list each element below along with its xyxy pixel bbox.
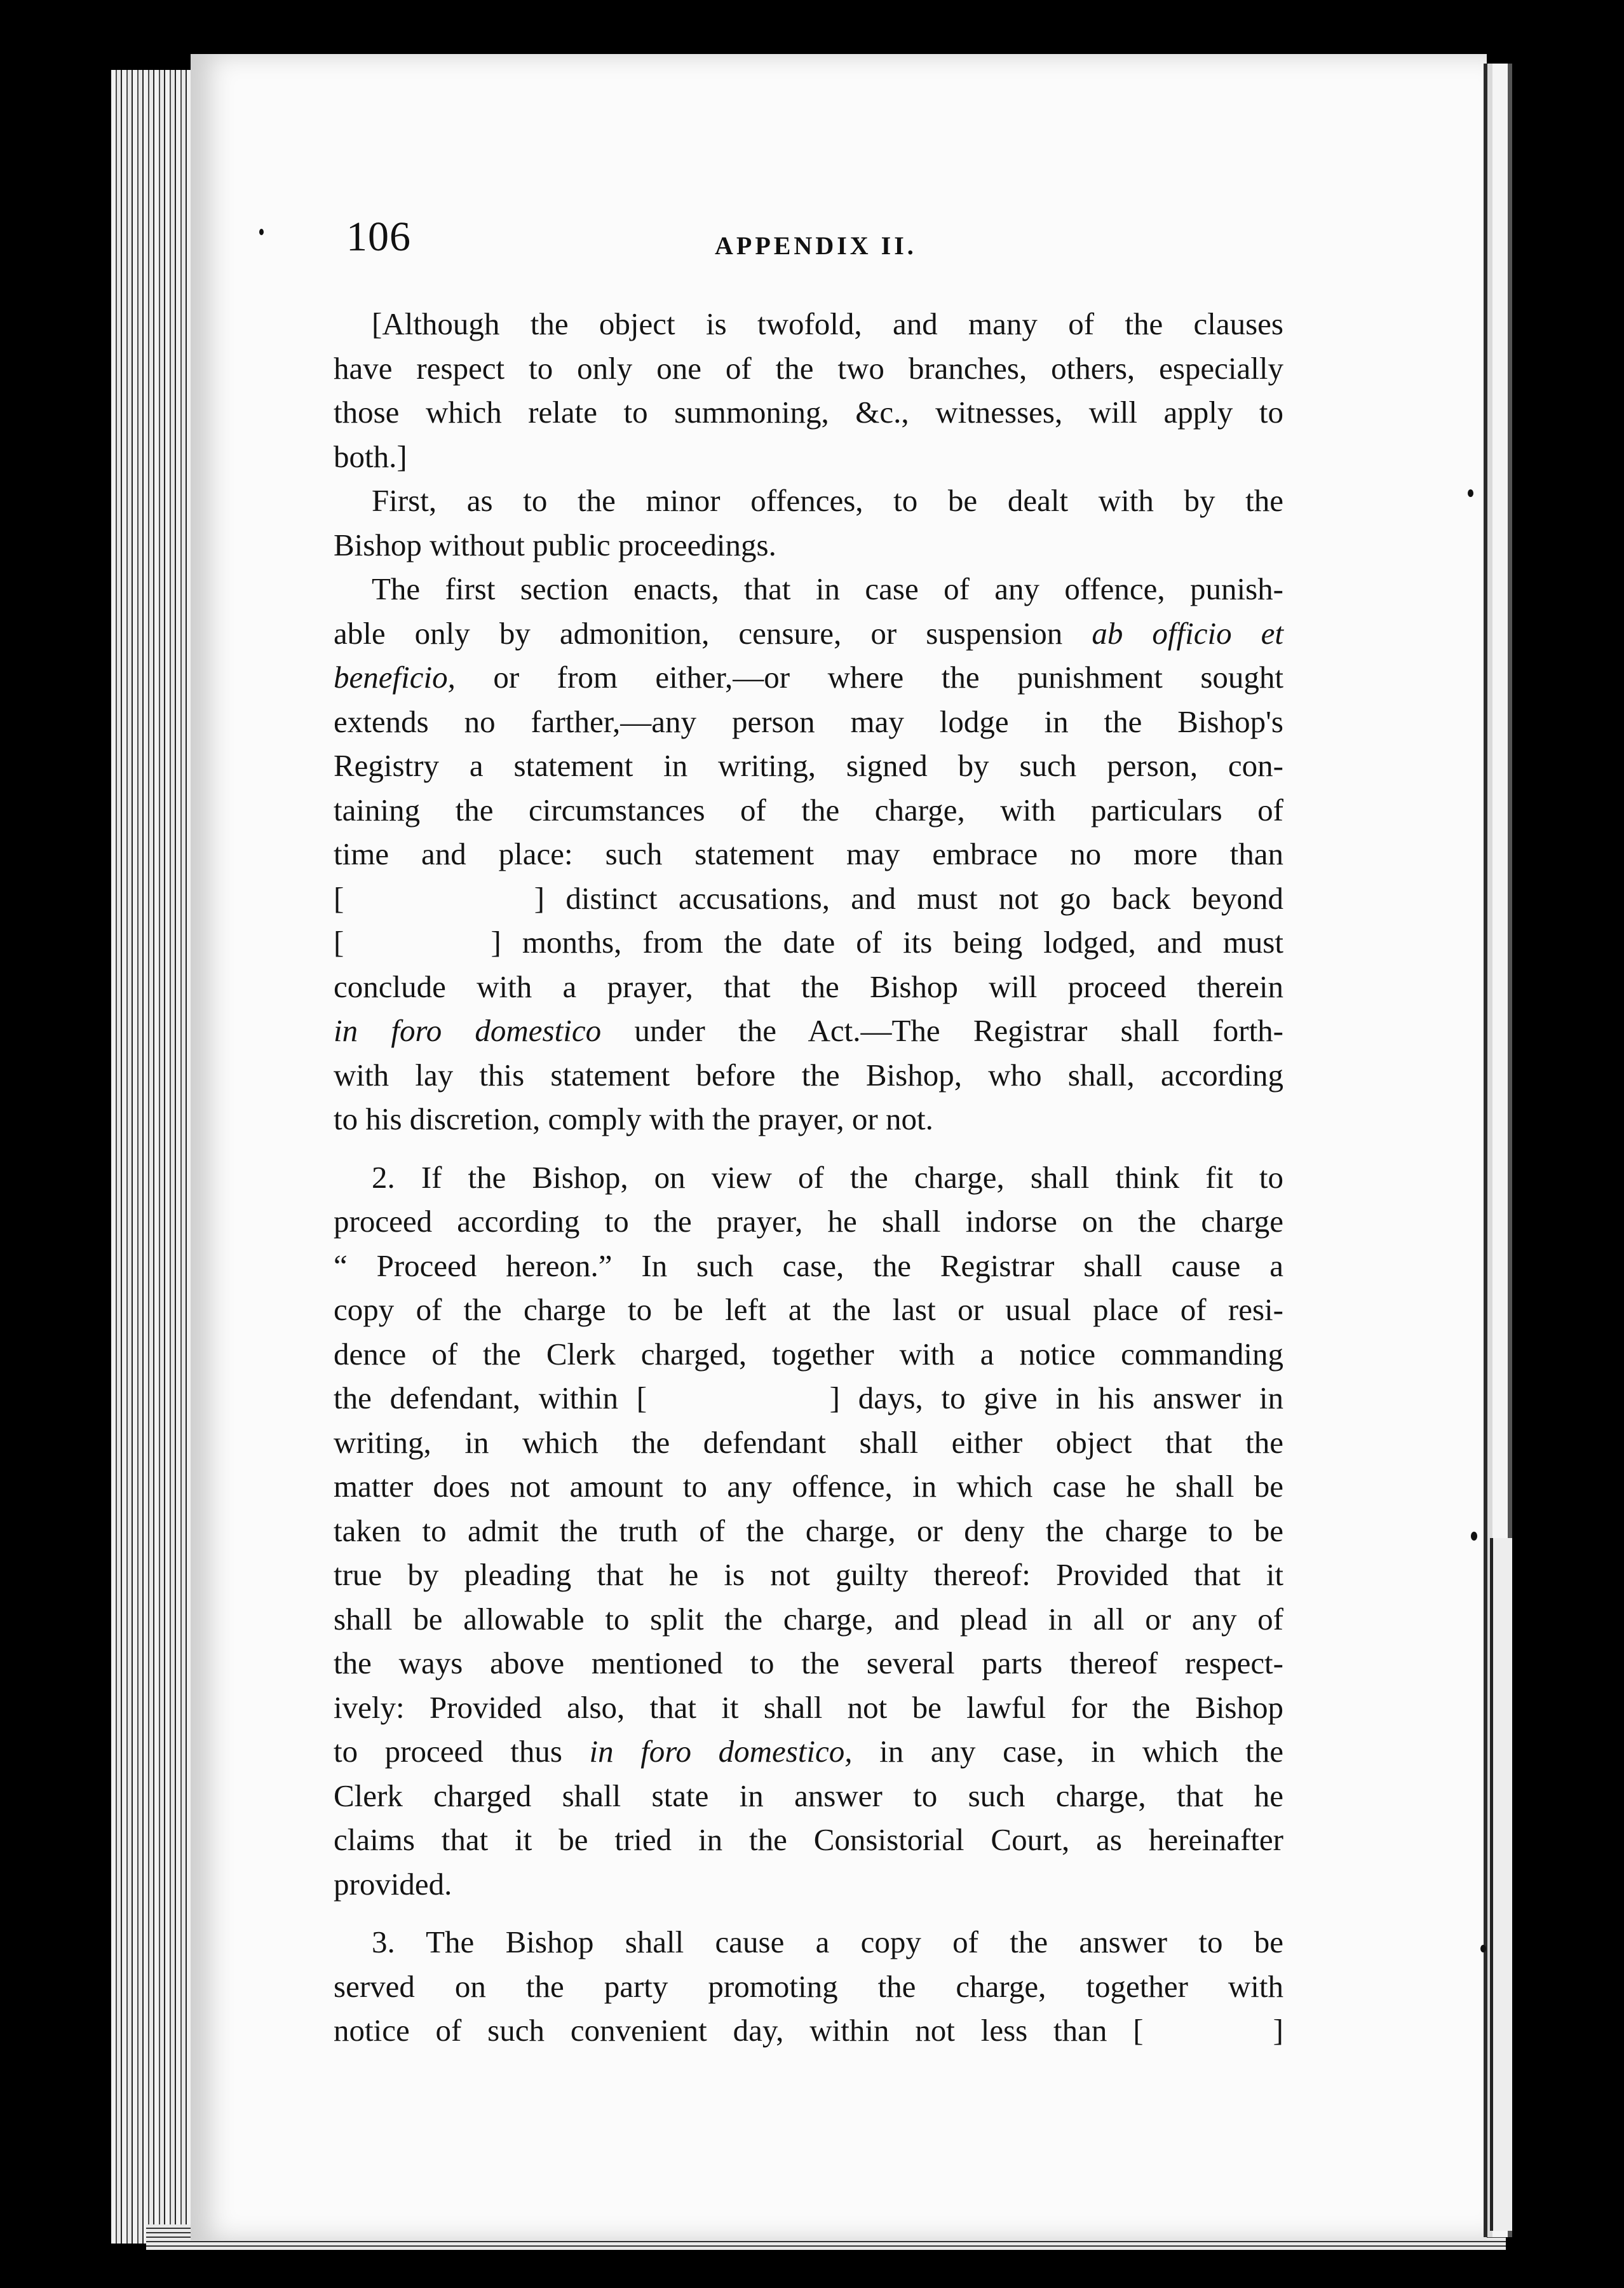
text-line: The first section enacts, that in case of any offence, punish- (372, 571, 1283, 606)
paragraph-gap (334, 1906, 1283, 1920)
text-line: [ ] distinct accusations, and must not go back beyond (334, 880, 1283, 916)
text-line (334, 611, 1283, 656)
text-line: served on the party promoting the charge, together with (334, 1968, 1283, 2004)
text-span: in any case, in which the (879, 1734, 1284, 1769)
page-stack-left (111, 70, 197, 2244)
text-line: time and place: such statement may embrace no more than (334, 836, 1283, 871)
text-line: notice of such convenient day, within not less than [ ] (334, 2013, 1283, 2048)
scan-speck (1480, 1945, 1486, 1952)
italic-phrase: ab officio et (1092, 615, 1283, 651)
text-line: Bishop without public proceedings. (334, 527, 776, 562)
paragraph (334, 302, 1283, 479)
text-line: with lay this statement before the Bishop, who shall, according (334, 1057, 1283, 1093)
text-line: those which relate to summoning, &c., witnesses, will apply to (334, 395, 1283, 430)
paragraph (334, 479, 1283, 567)
text-line (334, 1729, 1283, 1774)
text-line: the ways above mentioned to the several parts thereof respect- (334, 1645, 1283, 1680)
text-line: Clerk charged shall state in answer to such charge, that he (334, 1778, 1283, 1813)
body-text (334, 302, 1283, 2053)
paragraph (334, 567, 1283, 1141)
text-line: true by pleading that he is not guilty thereof: Provided that it (334, 1557, 1283, 1592)
text-line: “ Proceed hereon.” In such case, the Registrar shall cause a (334, 1248, 1283, 1283)
page-number: 106 (346, 214, 411, 260)
text-span: under the Act.—The Registrar shall forth- (634, 1013, 1284, 1048)
text-line: 2. If the Bishop, on view of the charge, shall think fit to (372, 1159, 1283, 1195)
text-line: copy of the charge to be left at the last or usual place of resi- (334, 1292, 1283, 1327)
scan-speck (1471, 1532, 1477, 1541)
text-line: taken to admit the truth of the charge, or deny the charge to be (334, 1513, 1283, 1548)
text-line (334, 655, 1283, 700)
text-line: matter does not amount to any offence, in which case he shall be (334, 1469, 1283, 1504)
italic-phrase: in foro domestico (334, 1013, 602, 1048)
running-head (346, 213, 1287, 276)
text-line: ively: Provided also, that it shall not be lawful for the Bishop (334, 1689, 1283, 1725)
text-line: provided. (334, 1866, 452, 1902)
text-line (334, 1009, 1283, 1053)
text-line: dence of the Clerk charged, together with a notice commanding (334, 1336, 1283, 1372)
scan-speck (1468, 489, 1473, 497)
page-flap-right (1490, 1538, 1512, 2231)
text-line: First, as to the minor offences, to be dealt with by the (372, 483, 1283, 518)
text-line: claims that it be tried in the Consistorial Court, as hereinafter (334, 1822, 1283, 1857)
paragraph-gap (334, 1141, 1283, 1155)
text-line: conclude with a prayer, that the Bishop will proceed therein (334, 969, 1283, 1004)
text-line: 3. The Bishop shall cause a copy of the answer to be (372, 1924, 1283, 1959)
text-line: shall be allowable to split the charge, and plead in all or any of (334, 1601, 1283, 1637)
text-span: to proceed thus (334, 1734, 562, 1769)
text-line: [ ] months, from the date of its being lodged, and must (334, 925, 1283, 960)
text-line: writing, in which the defendant shall either object that the (334, 1424, 1283, 1460)
italic-phrase: beneficio, (334, 660, 456, 695)
scan-speck (259, 229, 264, 235)
text-line: to his discretion, comply with the prayer, or not. (334, 1101, 933, 1136)
text-line: the defendant, within [ ] days, to give in his answer in (334, 1380, 1283, 1415)
text-line: extends no farther,—any person may lodge in the Bishop's (334, 704, 1283, 739)
text-span: or from either,—or where the punishment sought (493, 660, 1284, 695)
paragraph (334, 1920, 1283, 2053)
text-line: taining the circumstances of the charge, with particulars of (334, 792, 1283, 827)
text-line: Registry a statement in writing, signed by such person, con- (334, 748, 1283, 783)
text-span: able only by admonition, censure, or suspension (334, 615, 1063, 651)
italic-phrase: in foro domestico, (589, 1734, 853, 1769)
text-line: proceed according to the prayer, he shall indorse on the charge (334, 1204, 1283, 1239)
text-line: both.] (334, 439, 407, 474)
running-head-title: APPENDIX II. (715, 231, 917, 260)
text-line: [Although the object is twofold, and many of the clauses (372, 306, 1283, 341)
paragraph (334, 1155, 1283, 1907)
text-line: have respect to only one of the two branches, others, especially (334, 350, 1283, 386)
